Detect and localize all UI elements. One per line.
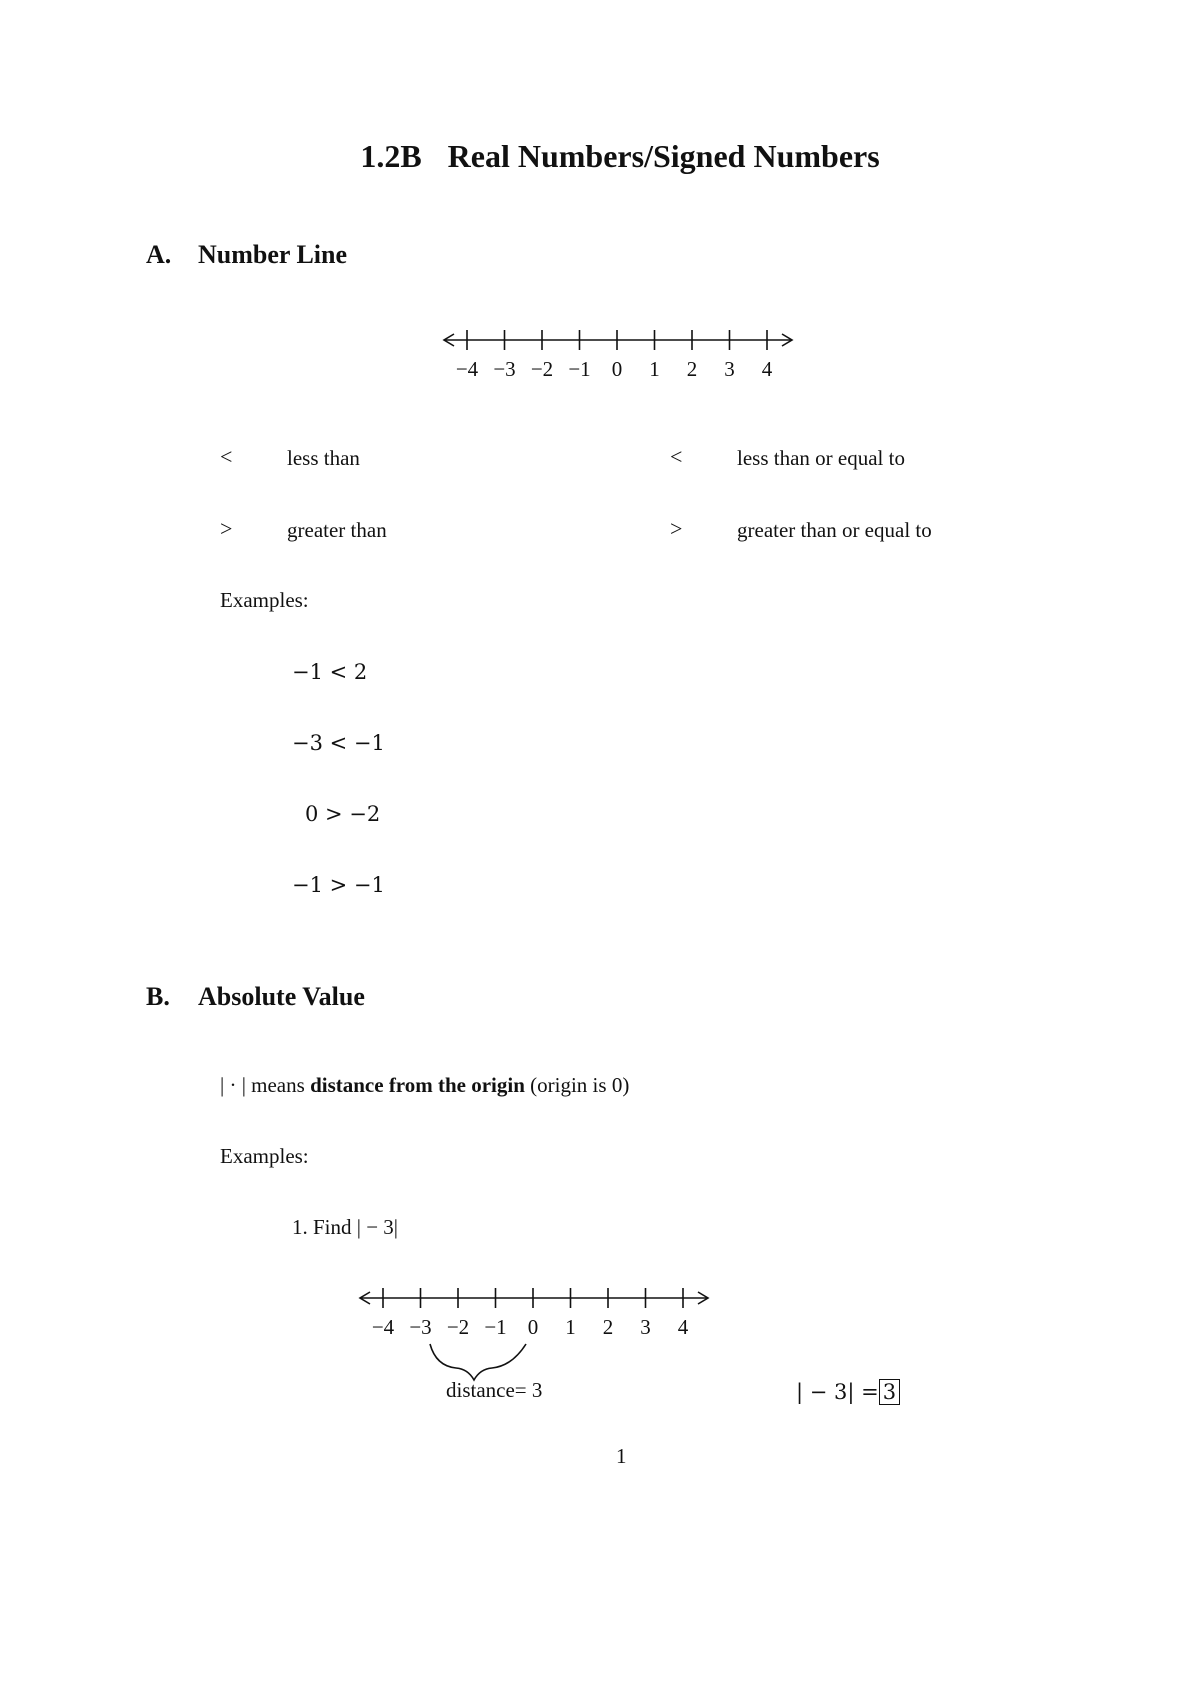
section-b-examples-label: Examples: — [220, 1144, 309, 1168]
section-a-examples-label: Examples: — [220, 588, 309, 612]
symbol-less-than-meaning: less than — [287, 446, 360, 470]
symbol-less-than-or-equal: < — [670, 444, 683, 469]
number-line-b-label-2: −2 — [446, 1315, 470, 1339]
title-text: Real Numbers/Signed Numbers — [447, 138, 880, 174]
number-line-b — [356, 1276, 716, 1400]
number-line-a-label-8: 4 — [761, 357, 773, 381]
example-1-prompt: 1. Find | − 3| — [292, 1215, 399, 1239]
definition-suffix: (origin is 0) — [524, 1073, 630, 1097]
distance-label: distance= 3 — [446, 1378, 543, 1400]
number-line-b-label-6: 2 — [602, 1315, 614, 1339]
definition-prefix: | · | means — [220, 1073, 311, 1097]
section-b-title: Absolute Value — [198, 982, 365, 1011]
symbol-less-than-or-equal-meaning: less than or equal to — [737, 446, 905, 470]
absolute-value-definition — [220, 1073, 629, 1098]
symbol-greater-than-or-equal: > — [670, 516, 683, 541]
symbol-greater-than: > — [220, 516, 233, 541]
number-line-a — [440, 318, 800, 390]
number-line-b-label-3: −1 — [484, 1315, 507, 1339]
section-a-letter: A. — [146, 240, 172, 269]
number-line-b-label-4: 0 — [527, 1315, 539, 1339]
symbol-greater-than-meaning: greater than — [287, 518, 387, 542]
section-b-letter: B. — [146, 982, 170, 1011]
number-line-a-label-4: 0 — [611, 357, 623, 381]
number-line-a-label-6: 2 — [686, 357, 698, 381]
number-line-b-label-0: −4 — [371, 1315, 395, 1339]
number-line-a-label-1: −3 — [493, 357, 516, 381]
title-number: 1.2B — [360, 138, 422, 174]
symbol-greater-than-or-equal-meaning: greater than or equal to — [737, 518, 932, 542]
number-line-a-label-2: −2 — [530, 357, 554, 381]
number-line-a-label-0: −4 — [455, 357, 479, 381]
number-line-b-label-7: 3 — [640, 1315, 651, 1339]
page-title — [0, 138, 1200, 175]
absolute-value-result — [796, 1380, 900, 1404]
section-a-heading — [146, 240, 347, 270]
number-line-a-label-3: −1 — [568, 357, 591, 381]
result-prefix: | − 3| = — [796, 1380, 879, 1404]
distance-brace — [430, 1344, 526, 1380]
number-line-b-label-8: 4 — [677, 1315, 689, 1339]
number-line-a-label-7: 3 — [724, 357, 735, 381]
number-line-a-label-5: 1 — [649, 357, 660, 381]
example-inequality-2: −3 < −1 — [292, 731, 385, 755]
section-a-title: Number Line — [198, 240, 348, 269]
example-inequality-4: −1 > −1 — [292, 873, 385, 897]
example-inequality-1: −1 < 2 — [292, 660, 368, 684]
number-line-b-label-5: 1 — [565, 1315, 576, 1339]
definition-bold: distance from the origin — [310, 1073, 525, 1097]
number-line-b-label-1: −3 — [409, 1315, 432, 1339]
section-b-heading — [146, 982, 365, 1012]
result-boxed-value: 3 — [879, 1379, 900, 1405]
page-number: 1 — [616, 1444, 627, 1468]
symbol-less-than: < — [220, 444, 233, 469]
example-inequality-3: 0 > −2 — [305, 802, 381, 826]
